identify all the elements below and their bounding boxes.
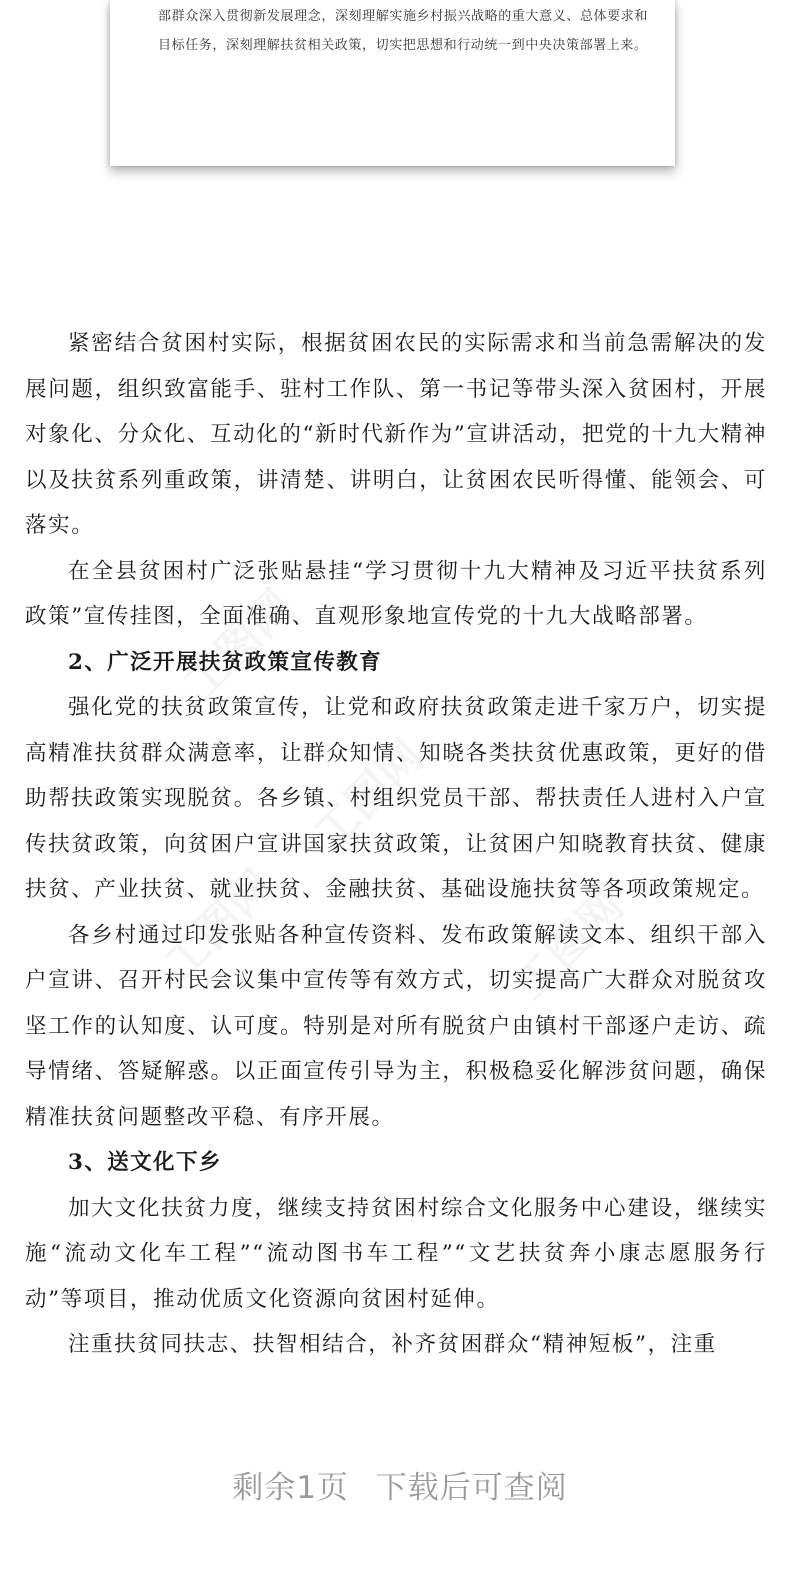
paragraph: 强化党的扶贫政策宣传，让党和政府扶贫政策走进千家万户，切实提高精准扶贫群众满意率，让群众知情、知晓各类扶贫优惠政策，更好的借助帮扶政策实现脱贫。各乡镇、村组织党员干部、帮扶责任人进村入户宣传扶贫政策，向贫困户宣讲国家扶贫政策，让贫困户知晓教育扶贫、健康扶贫、产业扶贫、就业扶贫、金融扶贫、基础设施扶贫等各项政策规定。 — [25, 695, 767, 902]
section-heading: 3、送文化下乡 — [68, 1150, 222, 1175]
paragraph: 在全县贫困村广泛张贴悬挂“学习贯彻十九大精神及习近平扶贫系列政策”宣传挂图，全面准确、直观形象地宣传党的十九大战略部署。 — [25, 558, 767, 629]
remaining-pages-label: 剩余1页 — [232, 1470, 349, 1506]
download-prompt[interactable] — [0, 1462, 800, 1507]
document-body — [25, 321, 767, 1368]
paragraph: 注重扶贫同扶志、扶智相结合，补齐贫困群众“精神短板”，注重 — [68, 1332, 717, 1357]
paragraph: 加大文化扶贫力度，继续支持贫困村综合文化服务中心建设，继续实施“流动文化车工程”“流动图书车工程”“文艺扶贫奔小康志愿服务行动”等项目，推动优质文化资源向贫困村延伸。 — [25, 1195, 767, 1312]
paragraph: 紧密结合贫困村实际，根据贫困农民的实际需求和当前急需解决的发展问题，组织致富能手、驻村工作队、第一书记等带头深入贫困村，开展对象化、分众化、互动化的“新时代新作为”宣讲活动，把党的十九大精神以及扶贫系列重政策，讲清楚、讲明白，让贫困农民听得懂、能领会、可落实。 — [25, 331, 767, 538]
paragraph: 各乡村通过印发张贴各种宣传资料、发布政策解读文本、组织干部入户宣讲、召开村民会议集中宣传等有效方式，切实提高广大群众对脱贫攻坚工作的认知度、认可度。特别是对所有脱贫户由镇村干部逐户走访、疏导情绪、答疑解惑。以正面宣传引导为主，积极稳妥化解涉贫问题，确保精准扶贫问题整改平稳、有序开展。 — [25, 922, 767, 1130]
excerpt-card — [110, 0, 675, 166]
section-heading: 2、广泛开展扶贫政策宣传教育 — [68, 649, 383, 675]
excerpt-text: 部群众深入贯彻新发展理念，深刻理解实施乡村振兴战略的重大意义、总体要求和目标任务，深刻理解扶贫相关政策，切实把思想和行动统一到中央决策部署上来。 — [158, 9, 648, 53]
download-hint-label: 下载后可查阅 — [375, 1470, 568, 1506]
